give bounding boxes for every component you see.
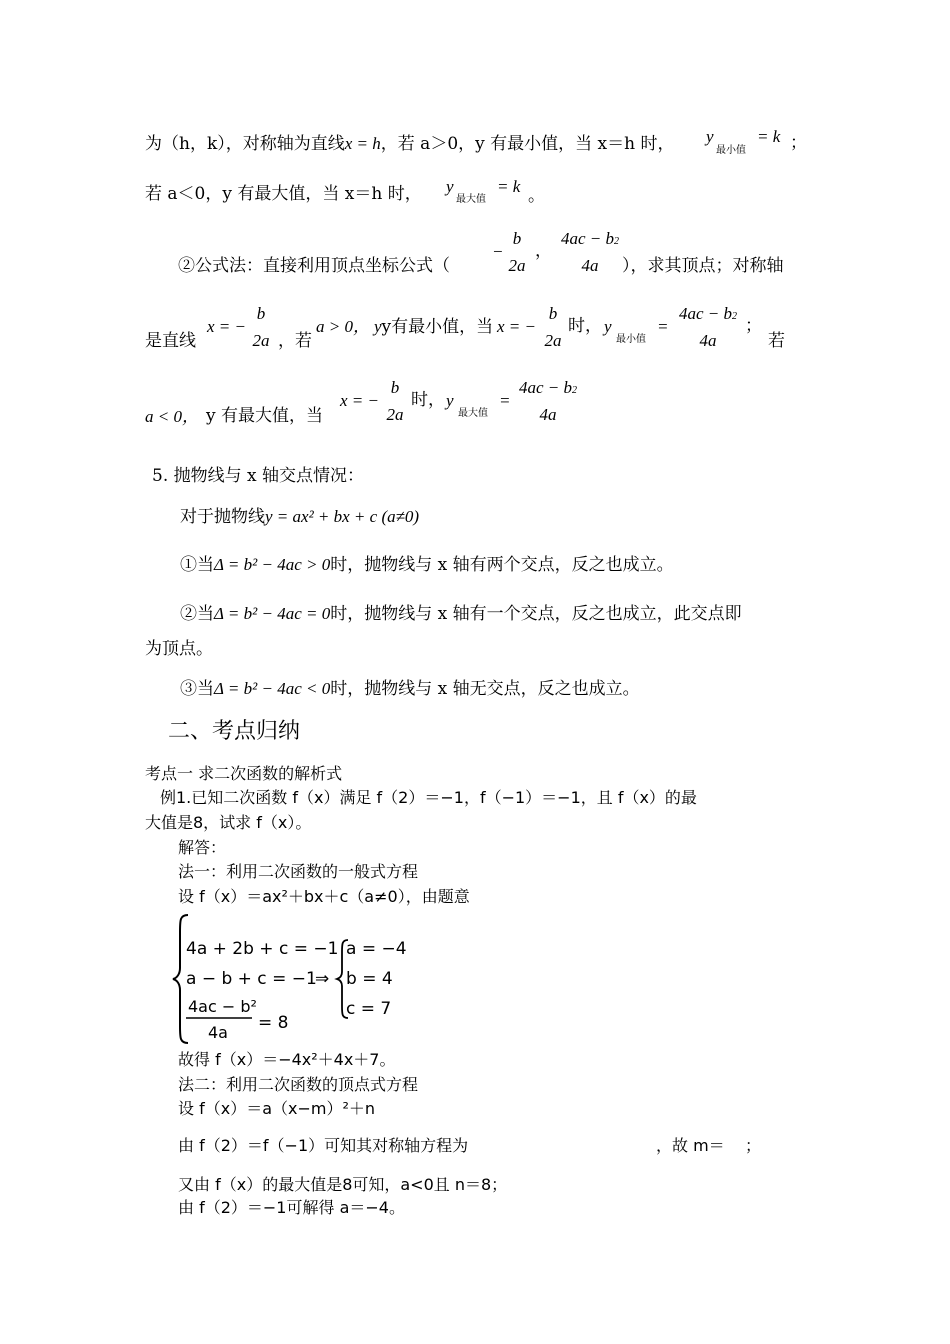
formula-line-1b: ），求其顶点；对称轴 (622, 256, 784, 276)
formula-line-1a: ②公式法：直接利用顶点坐标公式（ (178, 256, 450, 276)
formula-line-2a: 是直线 (145, 331, 196, 351)
formula-line-3b: y 有最大值，当 (206, 406, 324, 426)
example-1-line-1: 例1.已知二次函数 f（x）满足 f（2）＝−1，f（−1）＝−1，且 f（x）的最 (160, 788, 697, 807)
frac-b-2a (502, 230, 532, 274)
num: b (256, 304, 266, 323)
shi-2: 时， (411, 390, 445, 410)
formula-line-2b: ，若 (278, 331, 312, 351)
eq-k2: = k (497, 177, 521, 196)
y: y (706, 127, 714, 146)
text: 对于抛物线 (180, 507, 265, 527)
x-eq-3: x = − (340, 391, 379, 410)
den: 2a (508, 256, 526, 275)
vertex-line-1 (145, 135, 675, 153)
example-1-line-2: 大值是8，试求 f（x）。 (145, 813, 312, 832)
equation-system (172, 912, 412, 1047)
frac-vertex-y-2 (668, 305, 748, 349)
kaodian-title: 考点一 求二次函数的解析式 (145, 764, 343, 783)
comma: ， (535, 241, 552, 261)
num: 4ac − b2 (560, 229, 620, 248)
a-gt: a > 0， (316, 317, 370, 336)
frac-vertex-y-3 (508, 379, 588, 423)
semi: ； (790, 133, 807, 153)
implies-arrow: ⇒ (315, 969, 330, 989)
num: 4ac − b2 (678, 304, 738, 323)
set-general: 设 f（x）＝ax²＋bx＋c（a≠0），由题意 (178, 887, 470, 906)
method-1: 法一：利用二次函数的一般式方程 (178, 862, 419, 881)
s5-title: 5. 抛物线与 x 轴交点情况： (152, 466, 365, 486)
solve-line: 由 f（2）＝−1可解得 a＝−4。 (178, 1198, 405, 1217)
sys-eq-1: 4a + 2b + c = −1 (186, 939, 339, 959)
period: 。 (528, 186, 545, 206)
symmetry-line: 由 f（2）＝f（−1）可知其对称轴方程为 (178, 1136, 469, 1155)
res-c: c = 7 (346, 999, 392, 1019)
min-sub-2: 最小值 (616, 334, 646, 345)
jieda: 解答： (178, 838, 227, 857)
set-vertex: 设 f（x）＝a（x−m）²＋n (178, 1099, 376, 1118)
num: b (548, 304, 558, 323)
text: ，若 a＞0，y 有最小值，当 x＝h 时， (380, 134, 675, 154)
res-a: a = −4 (346, 939, 407, 959)
den: 2a (386, 405, 404, 424)
result-line: 故得 f（x）＝−4x²＋4x＋7。 (178, 1050, 396, 1069)
symmetry-m: ，故 m＝ (656, 1136, 725, 1155)
shi: 时， (568, 316, 602, 336)
formula-line-3a: a < 0， (145, 407, 199, 426)
num: 4ac − b2 (518, 378, 578, 397)
res-b: b = 4 (346, 969, 393, 989)
y-max: y (446, 177, 454, 196)
max-line: 又由 f（x）的最大值是8可知，a<0且 n＝8； (178, 1175, 508, 1194)
vertex-line-2: 若 a＜0，y 有最大值，当 x＝h 时， (145, 184, 422, 204)
min-sub: 最小值 (716, 145, 746, 156)
sys-eq-3-num: 4ac − b² (188, 997, 257, 1016)
y-min-2: y (604, 317, 612, 336)
den: 2a (252, 331, 270, 350)
frac-vertex-y (550, 230, 630, 274)
x-eq: x = − (207, 317, 246, 336)
y-min-k (706, 128, 714, 145)
neg: − (492, 242, 504, 261)
den: 4a (699, 331, 717, 350)
math: x = h (344, 134, 381, 153)
max-sub: 最大值 (456, 194, 486, 205)
section-heading: 二、考点归纳 (168, 719, 301, 744)
eq-k: = k (757, 127, 781, 146)
eq-3: = (499, 391, 511, 410)
num: b (390, 378, 400, 397)
s5-case-2-cont: 为顶点。 (145, 639, 213, 659)
y-min-text: yy有最小值，当 (374, 317, 494, 337)
den: 4a (581, 256, 599, 275)
frac-b-2a-2 (246, 305, 276, 349)
frac-b-2a-4 (380, 379, 410, 423)
ruo: 若 (768, 331, 785, 351)
sys-eq-3-den: 4a (208, 1023, 228, 1042)
max-sub-2: 最大值 (458, 408, 488, 419)
symmetry-semi: ； (745, 1136, 762, 1155)
eq-2: = (657, 317, 669, 336)
frac-b-2a-3 (538, 305, 568, 349)
method-2: 法二：利用二次函数的顶点式方程 (178, 1075, 419, 1094)
x-eq-2: x = − (497, 317, 536, 336)
den: 2a (544, 331, 562, 350)
den: 4a (539, 405, 557, 424)
num: b (512, 229, 522, 248)
sys-eq-2: a − b + c = −1 (186, 969, 317, 989)
s5-case-2: ②当Δ = b² − 4ac = 0时，抛物线与 x 轴有一个交点，反之也成立，此交点即 (180, 604, 742, 624)
s5-case-1: ①当Δ = b² − 4ac > 0时，抛物线与 x 轴有两个交点，反之也成立。 (180, 555, 674, 575)
sys-eq-3-eq: = 8 (258, 1013, 289, 1033)
y-max-2: y (446, 391, 454, 410)
s5-case-3: ③当Δ = b² − 4ac < 0时，抛物线与 x 轴无交点，反之也成立。 (180, 679, 640, 699)
text: 为（h，k），对称轴为直线 (145, 134, 345, 154)
math: y = ax² + bx + c (a≠0) (265, 507, 420, 526)
semi-2: ； (745, 316, 762, 336)
s5-intro (180, 508, 419, 526)
